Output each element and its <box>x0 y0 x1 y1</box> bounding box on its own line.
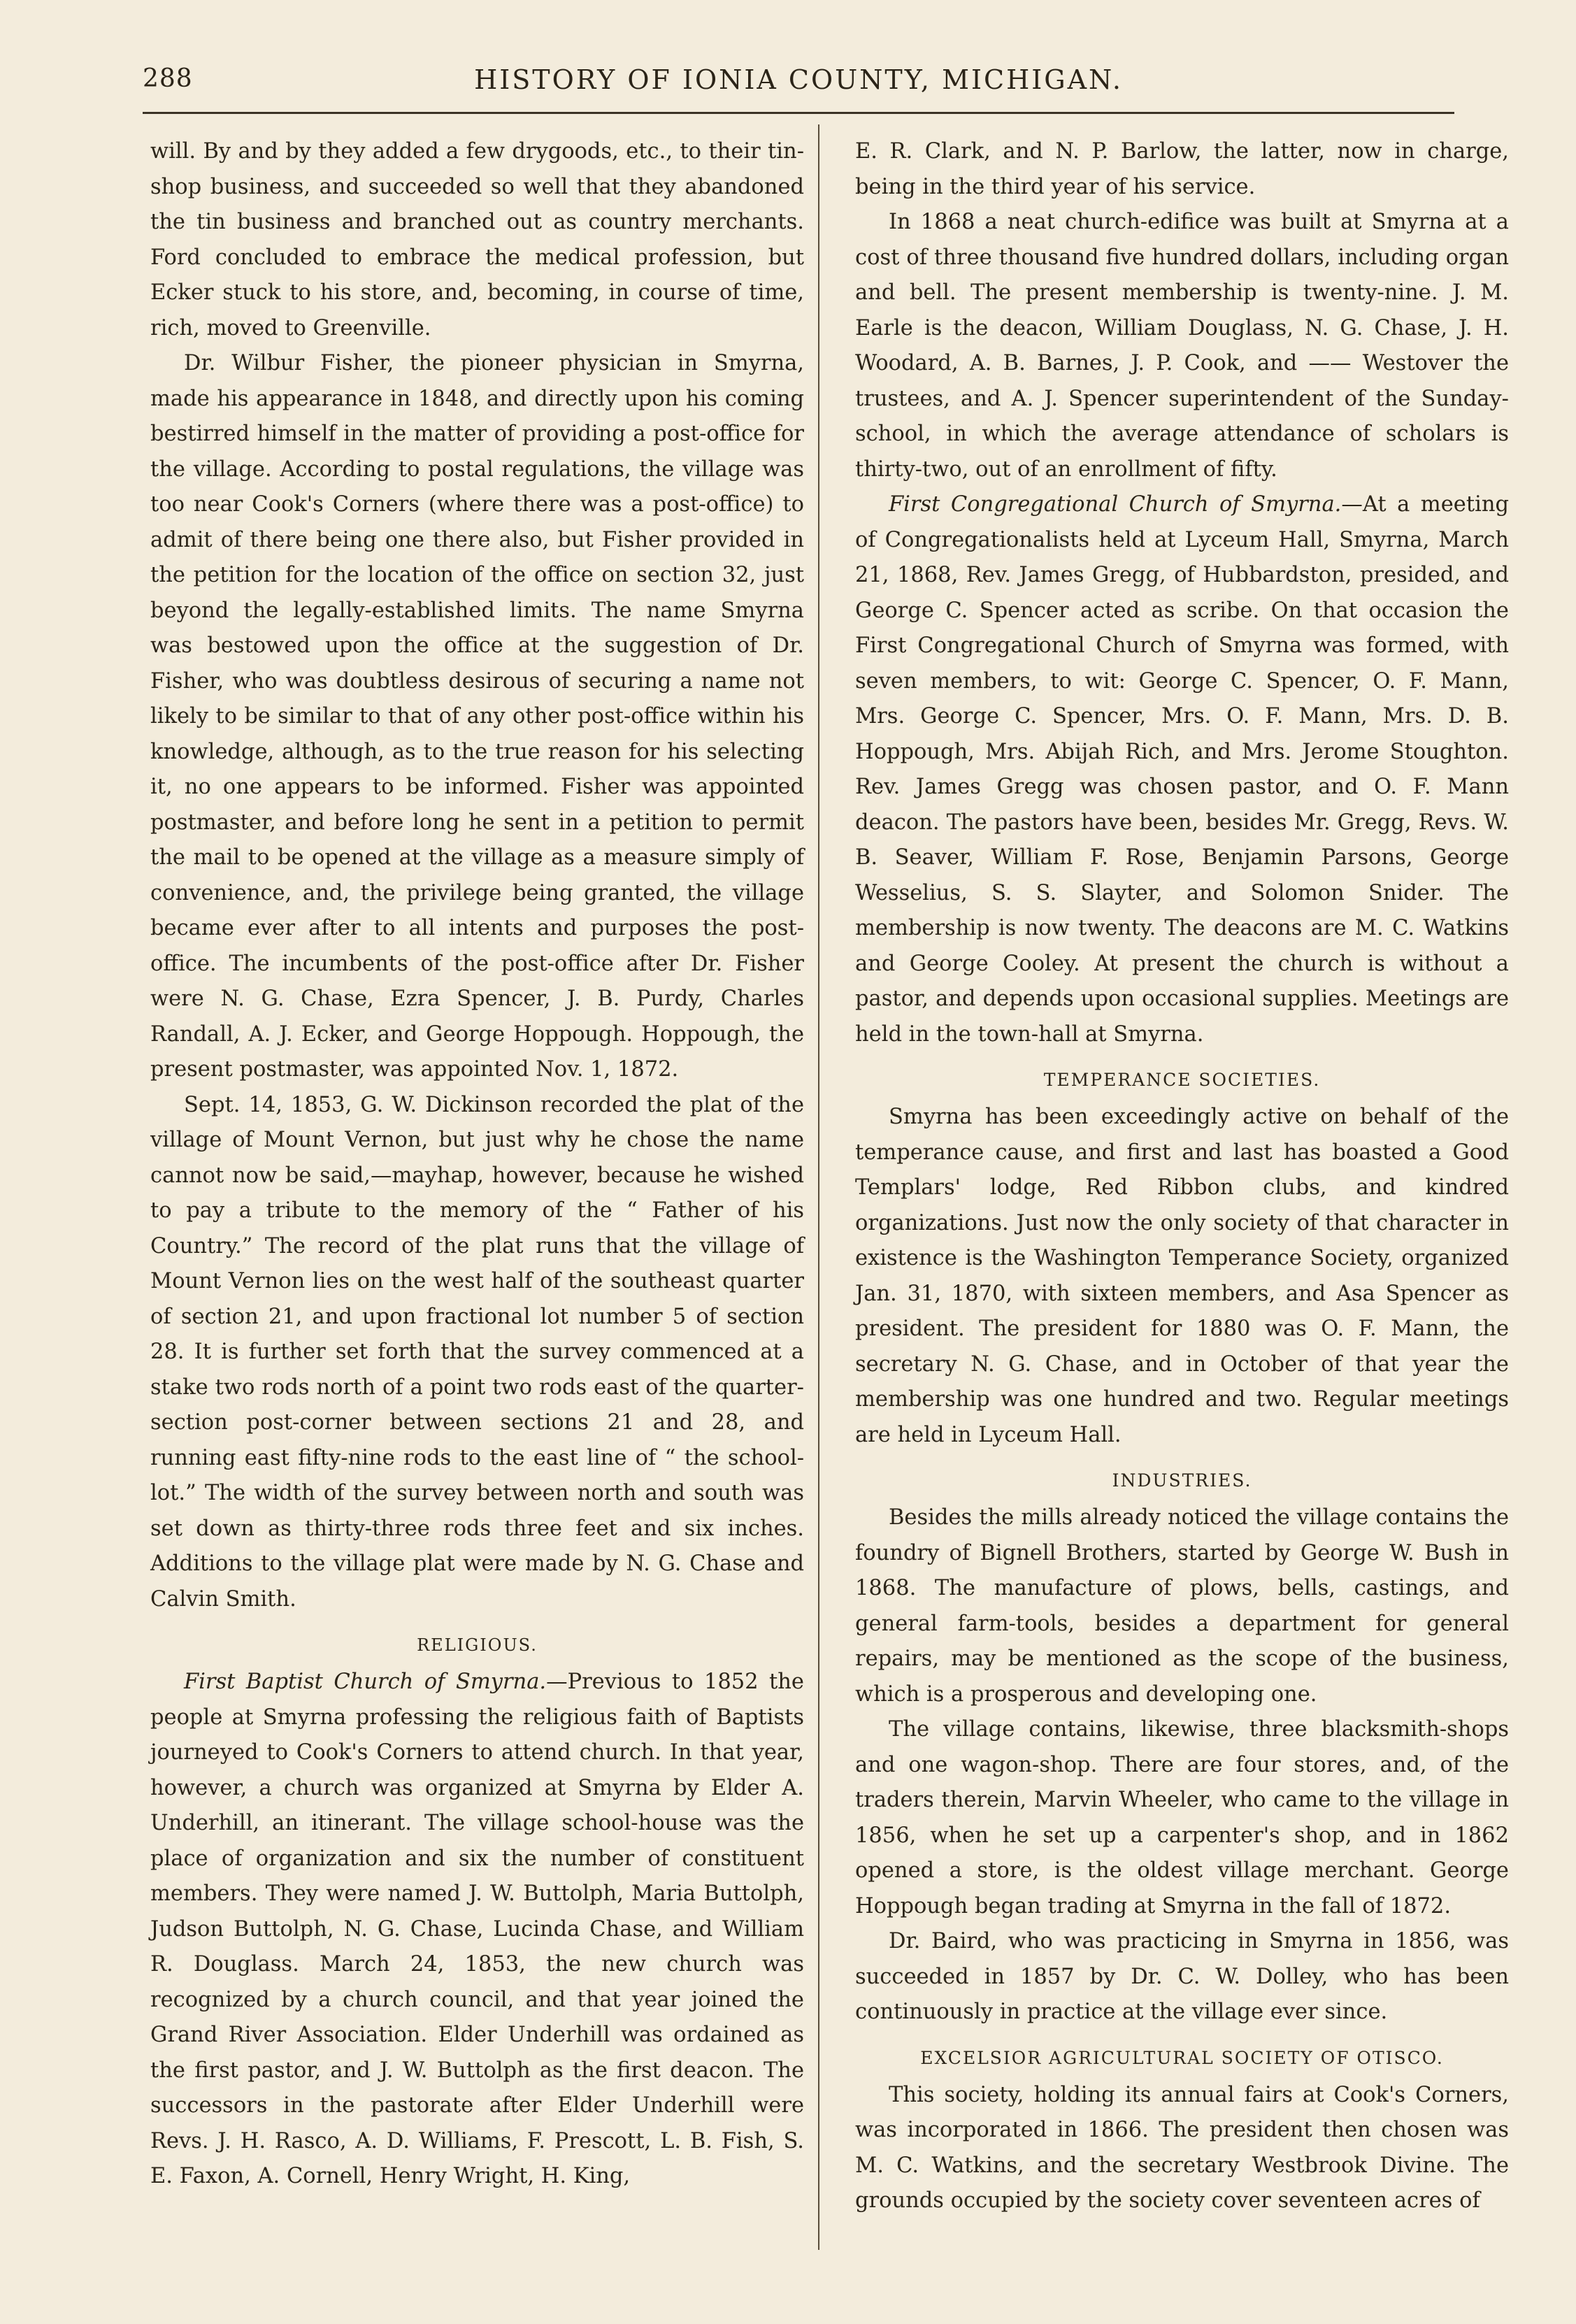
left-column <box>150 134 804 2195</box>
section-heading-industries: INDUSTRIES. <box>1112 1470 1252 1491</box>
congregational-church-text: —At a meeting of Congregationalists held at Lyceum Hall, Smyrna, March 21, 1868, Rev. James Gregg, of Hubbardston, presided, and George C. Spencer acted as scribe. On that occasion the First Congregational Church of Smyrna was formed, with seven members, to wit: George C. Spencer, O. F. Mann, Mrs. George C. Spencer, Mrs. O. F. Mann, Mrs. D. B. Hoppough, Mrs. Abijah Rich, and Mrs. Jerome Stoughton. Rev. James Gregg was chosen pastor, and O. F. Mann deacon. The pastors have been, besides Mr. Gregg, Revs. W. B. Seaver, William F. Rose, Benjamin Parsons, George Wesselius, S. S. Slayter, and Solomon Snider. The membership is now twenty. The deacons are M. C. Watkins and George Cooley. At present the church is without a pastor, and depends upon occasional supplies. Meetings are held in the town-hall at Smyrna. <box>855 492 1509 1047</box>
paragraph: Dr. Wilbur Fisher, the pioneer physician in Smyrna, made his appearance in 1848, and directly upon his coming bestirred himself in the matter of providing a post-office for the village. According to postal regulations, the village was too near Cook's Corners (where there was a post-office) to admit of there being one there also, but Fisher provided in the petition for the location of the office on section 32, just beyond the legally-established limits. The name Smyrna was bestowed upon the office at the suggestion of Dr. Fisher, who was doubtless desirous of securing a name not likely to be similar to that of any other post-office within his knowledge, although, as to the true reason for his selecting it, no one appears to be informed. Fisher was appointed postmaster, and before long he sent in a petition to permit the mail to be opened at the village as a measure simply of convenience, and, the privilege being granted, the village became ever after to all intents and purposes the post-office. The incumbents of the post-office after Dr. Fisher were N. G. Chase, Ezra Spencer, J. B. Purdy, Charles Randall, A. J. Ecker, and George Hoppough. Hoppough, the present postmaster, was appointed Nov. 1, 1872. <box>150 351 804 1082</box>
section-heading-temperance: TEMPERANCE SOCIETIES. <box>1043 1070 1321 1090</box>
page-number: 288 <box>143 64 193 93</box>
paragraph: In 1868 a neat church-edifice was built at Smyrna at a cost of three thousand five hundred dollars, including organ and bell. The present membership is twenty-nine. J. M. Earle is the deacon, William Douglass, N. G. Chase, J. H. Woodard, A. B. Barnes, J. P. Cook, and —— Westover the trustees, and A. J. Spencer superintendent of the Sunday-school, in which the average attendance of scholars is thirty-two, out of an enrollment of fifty. <box>855 210 1509 482</box>
running-title: HISTORY OF IONIA COUNTY, MICHIGAN. <box>474 64 1123 95</box>
right-column <box>855 134 1509 2219</box>
congregational-church-title: First Congregational Church of Smyrna. <box>889 492 1342 517</box>
paragraph: Besides the mills already noticed the village contains the foundry of Bignell Brothers, started by George W. Bush in 1868. The manufacture of plows, bells, castings, and general farm-tools, besides a department for general repairs, may be mentioned as the scope of the business, which is a prosperous and developing one. <box>855 1505 1509 1707</box>
paragraph: E. R. Clark, and N. P. Barlow, the latter, now in charge, being in the third year of his service. <box>855 139 1509 199</box>
paragraph: will. By and by they added a few drygoods, etc., to their tin-shop business, and succeeded so well that they abandoned the tin business and branched out as country merchants. Ford concluded to embrace the medical profession, but Ecker stuck to his store, and, becoming, in course of time, rich, moved to Greenville. <box>150 139 804 340</box>
section-heading-religious: RELIGIOUS. <box>417 1635 538 1655</box>
page-header <box>143 64 1454 106</box>
paragraph: Dr. Baird, who was practicing in Smyrna in 1856, was succeeded in 1857 by Dr. C. W. Dolley, who has been continuously in practice at the village ever since. <box>855 1929 1509 2024</box>
paragraph: Smyrna has been exceedingly active on behalf of the temperance cause, and first and last has boasted a Good Templars' lodge, Red Ribbon clubs, and kindred organizations. Just now the only society of that character in existence is the Washington Temperance Society, organized Jan. 31, 1870, with sixteen members, and Asa Spencer as president. The president for 1880 was O. F. Mann, the secretary N. G. Chase, and in October of that year the membership was one hundred and two. Regular meetings are held in Lyceum Hall. <box>855 1105 1509 1447</box>
paragraph: The village contains, likewise, three blacksmith-shops and one wagon-shop. There are four stores, and, of the traders therein, Marvin Wheeler, who came to the village in 1856, when he set up a carpenter's shop, and in 1862 opened a store, is the oldest village merchant. George Hoppough began trading at Smyrna in the fall of 1872. <box>855 1717 1509 1918</box>
section-heading-excelsior: EXCELSIOR AGRICULTURAL SOCIETY OF OTISCO. <box>920 2047 1444 2068</box>
baptist-church-title: First Baptist Church of Smyrna. <box>184 1670 547 1694</box>
paragraph: Sept. 14, 1853, G. W. Dickinson recorded the plat of the village of Mount Vernon, but just why he chose the name cannot now be said,—mayhap, however, because he wished to pay a tribute to the memory of the “ Father of his Country.” The record of the plat runs that the village of Mount Vernon lies on the west half of the southeast quarter of section 21, and upon fractional lot number 5 of section 28. It is further set forth that the survey commenced at a stake two rods north of a point two rods east of the quarter-section post-corner between sections 21 and 28, and running east fifty-nine rods to the east line of “ the school-lot.” The width of the survey between north and south was set down as thirty-three rods three feet and six inches. Additions to the village plat were made by N. G. Chase and Calvin Smith. <box>150 1092 804 1612</box>
header-rule <box>143 112 1454 114</box>
paragraph-baptist <box>150 1665 804 2195</box>
baptist-church-text: —Previous to 1852 the people at Smyrna professing the religious faith of Baptists journeyed to Cook's Corners to attend church. In that year, however, a church was organized at Smyrna by Elder A. Underhill, an itinerant. The village school-house was the place of organization and six the number of constituent members. They were named J. W. Buttolph, Maria Buttolph, Judson Buttolph, N. G. Chase, Lucinda Chase, and William R. Douglass. March 24, 1853, the new church was recognized by a church council, and that year joined the Grand River Association. Elder Underhill was ordained as the first pastor, and J. W. Buttolph as the first deacon. The successors in the pastorate after Elder Underhill were Revs. J. H. Rasco, A. D. Williams, F. Prescott, L. B. Fish, S. E. Faxon, A. Cornell, Henry Wright, H. King, <box>150 1670 804 2188</box>
paragraph-congregational <box>855 487 1509 1052</box>
column-divider <box>818 124 819 2250</box>
paragraph: This society, holding its annual fairs at Cook's Corners, was incorporated in 1866. The president then chosen was M. C. Watkins, and the secretary Westbrook Divine. The grounds occupied by the society cover seventeen acres of <box>855 2082 1509 2213</box>
